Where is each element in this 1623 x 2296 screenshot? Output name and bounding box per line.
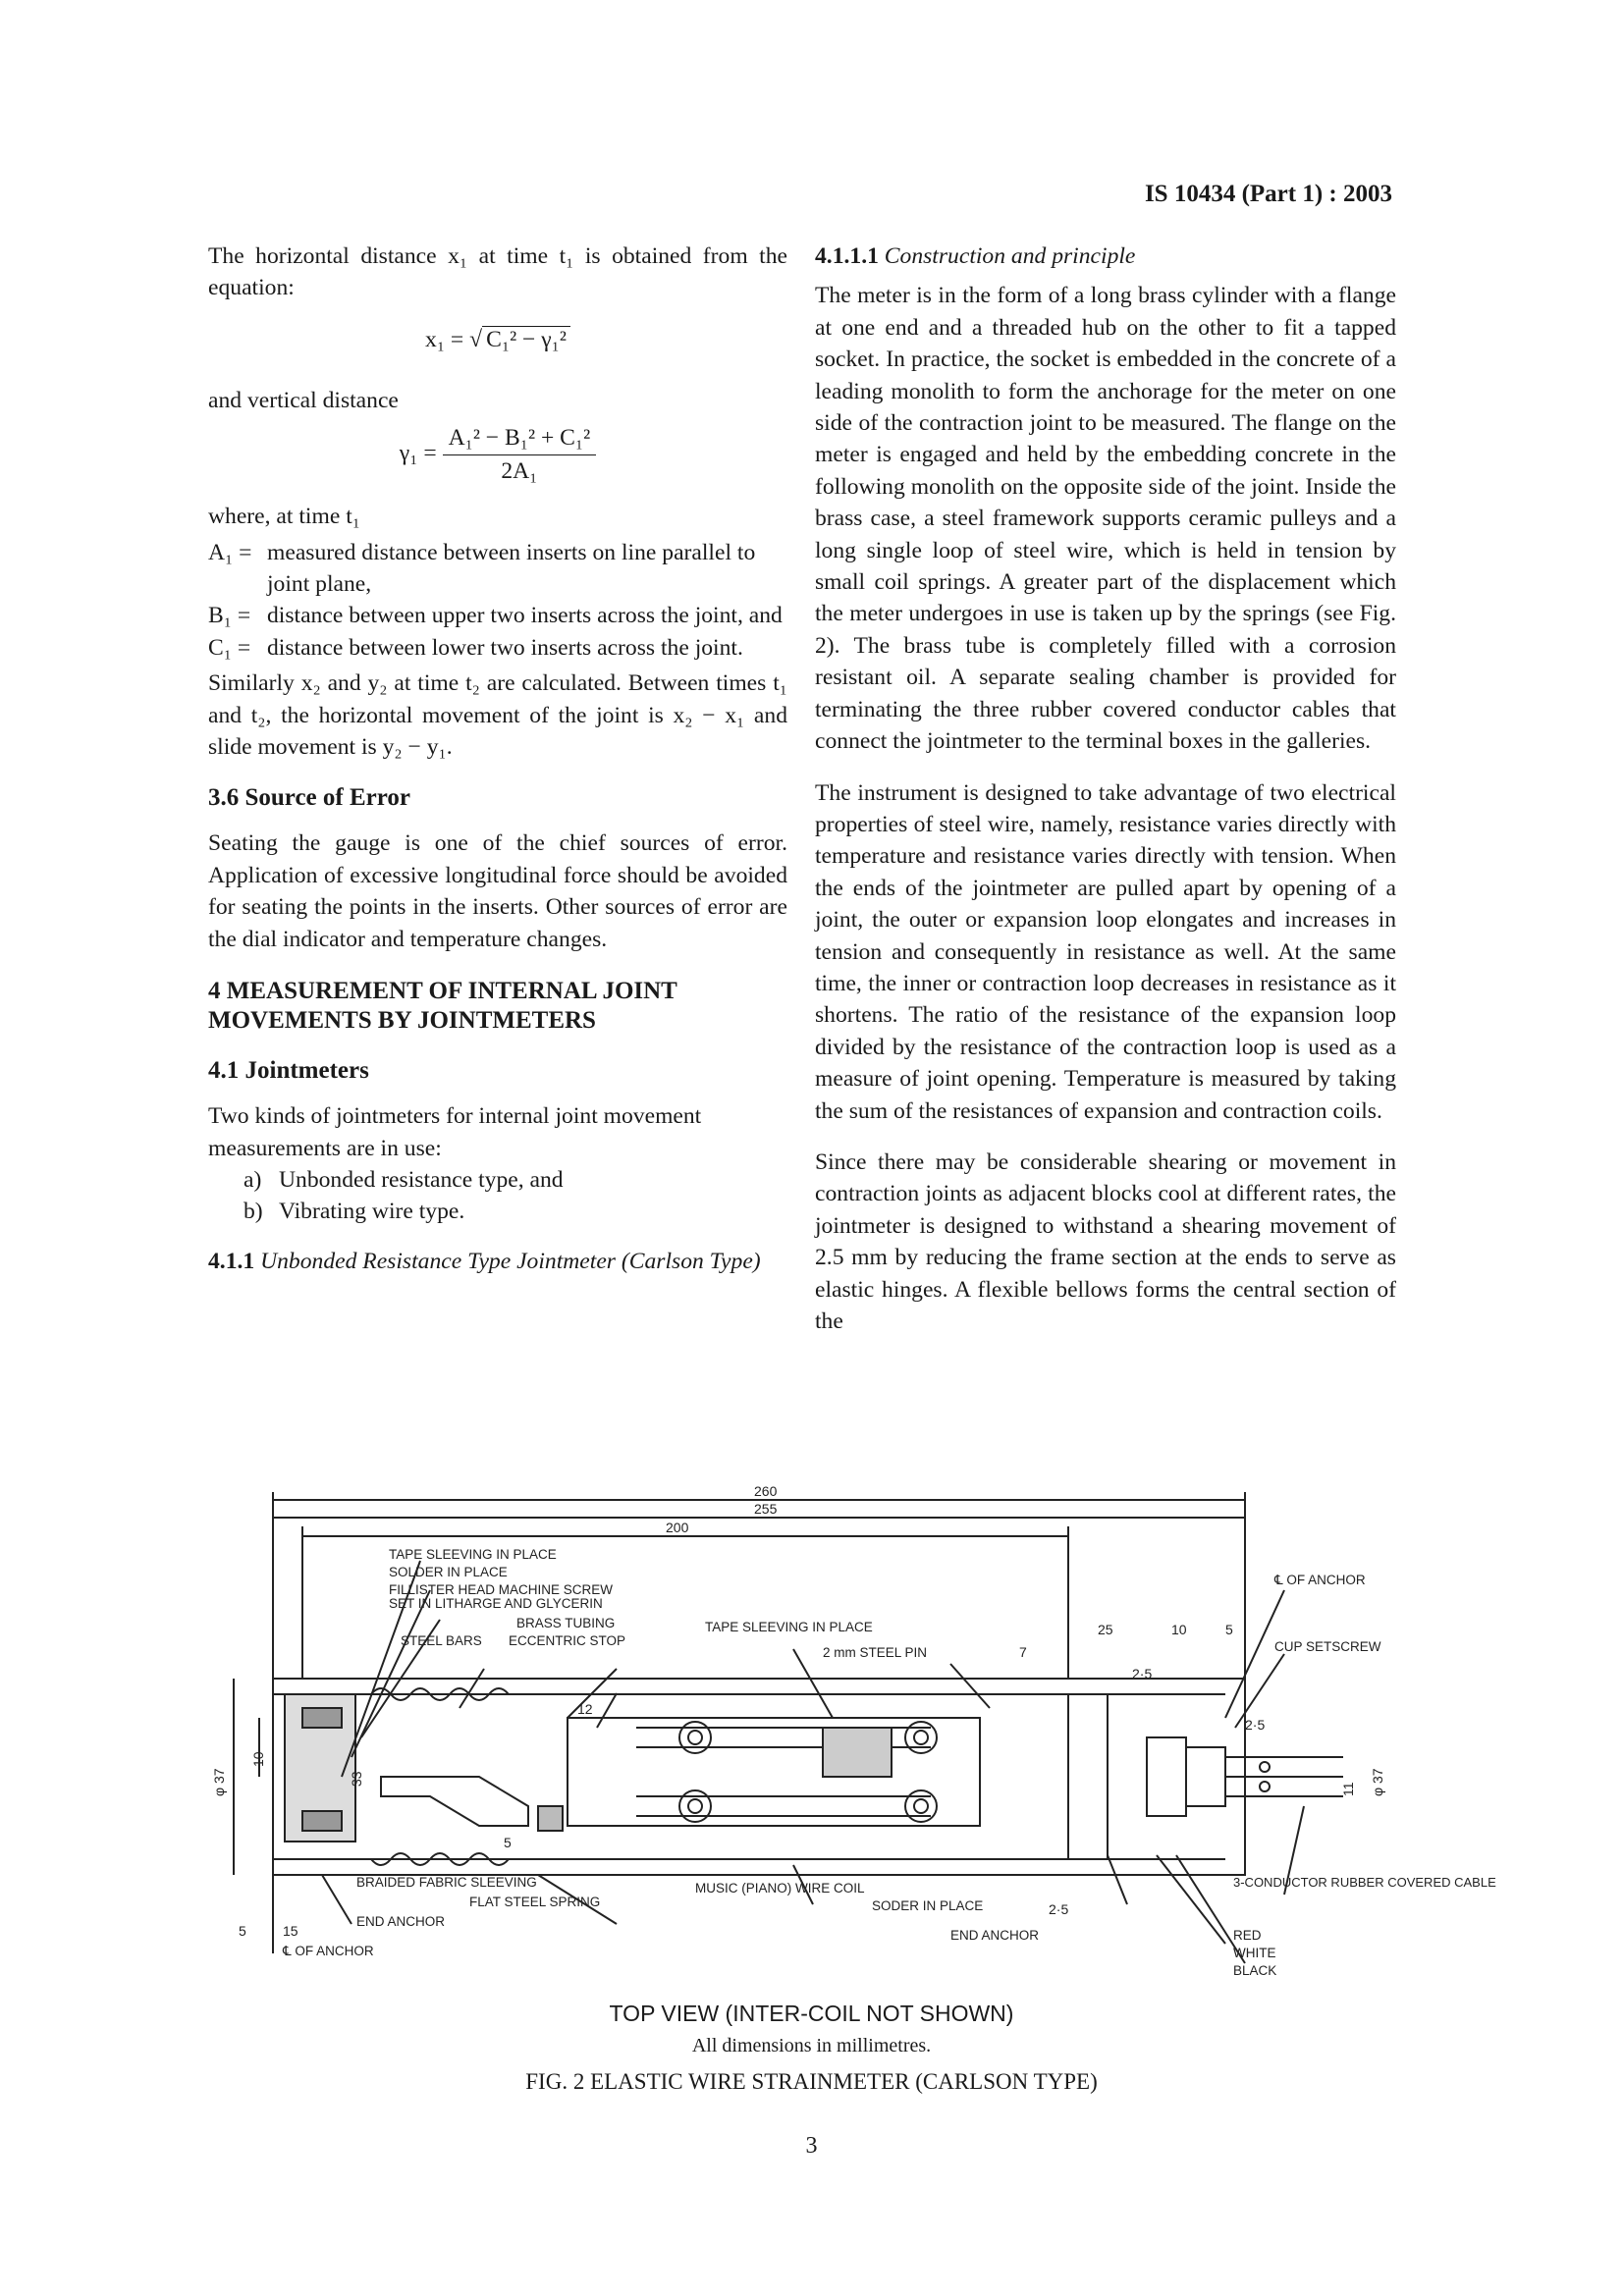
eq1-lhs: x₁ = [425, 326, 464, 352]
section-4-1-1-1-heading: 4.1.1.1 Construction and principle [815, 243, 1136, 269]
section-4-heading: 4 MEASUREMENT OF INTERNAL JOINT MOVEMENTS BY JOINTMETERS [208, 978, 677, 1035]
eq2-numerator: A₁² − B₁² + C₁² [443, 422, 597, 454]
section-3-6-heading: 3.6 Source of Error [208, 784, 410, 812]
dim-5-inner: 5 [504, 1835, 512, 1850]
dim-200: 200 [666, 1520, 689, 1535]
label-eccentric-stop: ECCENTRIC STOP [509, 1633, 626, 1648]
label-steel-bars: STEEL BARS [401, 1633, 482, 1648]
dim-15: 15 [283, 1923, 298, 1939]
equation-horizontal [208, 310, 787, 379]
dim-260: 260 [754, 1483, 778, 1499]
label-tape-sleeving-2: TAPE SLEEVING IN PLACE [705, 1620, 873, 1634]
dim-7: 7 [1019, 1644, 1027, 1660]
dim-255: 255 [754, 1501, 778, 1517]
dim-25: 25 [1098, 1622, 1113, 1637]
label-white: WHITE [1233, 1946, 1276, 1960]
right-column [815, 240, 1396, 1337]
similarly-text: Similarly x₂ and y₂ at time t₂ are calculated. Between times t₁ and t₂, the horizontal movement of the joint is x₂ − x₁ and slide movement is y₂ − y₁. [208, 670, 787, 761]
label-three-conductor: 3-CONDUCTOR RUBBER COVERED CABLE [1233, 1875, 1496, 1890]
definition-item: A₁ = measured distance between inserts on line parallel to joint plane, [208, 539, 756, 598]
shearing-paragraph: Since there may be considerable shearing or movement in contraction joints as adjacent blocks cool at different rates, the jointmeter is designed to withstand a shearing movement of 2.5 mm by reducing the frame section at the ends to serve as elastic hinges. A flexible bellows forms the central section of the [815, 1148, 1396, 1334]
equation-vertical [208, 422, 787, 495]
label-brass-tubing: BRASS TUBING [516, 1616, 616, 1630]
where-label: where, at time t₁ [208, 504, 360, 530]
label-end-anchor-right: END ANCHOR [950, 1928, 1040, 1943]
dim-12: 12 [577, 1701, 593, 1717]
dim-11: 11 [1340, 1782, 1356, 1796]
section-4-1-heading: 4.1 Jointmeters [208, 1057, 369, 1085]
dim-2-5-bottom: 2·5 [1049, 1901, 1069, 1917]
dim-5-left: 5 [239, 1923, 246, 1939]
left-column [208, 240, 787, 1277]
list-item: b) Vibrating wire type. [243, 1199, 465, 1225]
label-music-wire: MUSIC (PIANO) WIRE COIL [695, 1881, 865, 1896]
label-fillister: FILLISTER HEAD MACHINE SCREW [389, 1582, 614, 1597]
label-cup-setscrew: CUP SETSCREW [1274, 1639, 1381, 1654]
dim-2-5-top: 2·5 [1132, 1666, 1153, 1682]
section-4-1-text: Two kinds of jointmeters for internal joint movement measurements are in use: [208, 1103, 702, 1161]
jointmeter-types-list [243, 1164, 787, 1228]
list-item: a) Unbonded resistance type, and [243, 1166, 564, 1193]
eq2-fraction [443, 422, 597, 487]
label-black: BLACK [1233, 1963, 1277, 1978]
dim-phi-37-right: φ 37 [1370, 1768, 1385, 1796]
construction-paragraph: The meter is in the form of a long brass cylinder with a flange at one end and a threaded hub on the other to fit a tapped socket. In practice, the socket is embedded in the concrete of a leading monolith to form the anchorage for the meter on one side of the contraction joint to be measured. The flange on the meter is engaged and held by the embedding concrete in the following monolith on the opposite side of the joint. Inside the brass case, a steel framework supports ceramic pulleys and a long single loop of steel wire, which is held in tension by small coil springs. A greater part of the displacement which the meter undergoes in use is taken up by the springs (see Fig. 2). The brass tube is completely filled with a corrosion resistant oil. A separate sealing chamber is provided for terminating the three rubber covered conductor cables that connect the jointmeter to the terminal boxes in the galleries. [815, 283, 1396, 755]
vertical-distance-label: and vertical distance [208, 387, 399, 413]
page-number: 3 [805, 2133, 818, 2159]
figure-view-caption: TOP VIEW (INTER-COIL NOT SHOWN) [609, 2001, 1014, 2026]
dim-5: 5 [1225, 1622, 1233, 1637]
definitions-list [208, 537, 787, 665]
label-tape-sleeving: TAPE SLEEVING IN PLACE [389, 1547, 557, 1562]
definition-item: B₁ = distance between upper two inserts across the joint, and [208, 603, 783, 629]
definition-item: C₁ = distance between lower two inserts across the joint. [208, 634, 743, 661]
dim-10-left: 10 [250, 1751, 266, 1767]
label-cl-anchor-bottom: ℄ OF ANCHOR [283, 1944, 374, 1958]
label-end-anchor-left: END ANCHOR [356, 1914, 446, 1929]
eq1-radicand: C₁² − γ₁² [482, 326, 570, 352]
principle-paragraph: The instrument is designed to take advantage of two electrical properties of steel wire, namely, resistance varies directly with temperature and resistance varies directly with tension. When the ends of the jointmeter are pulled apart by opening of a joint, the outer or expansion loop elongates and increases in tension and consequently in resistance as well. At the same time, the inner or contraction loop decreases in resistance as it shortens. The ratio of the resistance of the expansion loop divided by the resistance of the contraction loop is used as a measure of joint opening. Temperature is measured by taking the sum of the resistances of expansion and contraction coils. [815, 779, 1396, 1124]
eq2-lhs: γ₁ = [399, 440, 437, 466]
figure-caption: FIG. 2 ELASTIC WIRE STRAINMETER (CARLSON TYPE) [525, 2069, 1098, 2094]
dim-33: 33 [349, 1771, 364, 1787]
eq2-denominator: 2A₁ [501, 457, 538, 484]
label-braided-sleeving: BRAIDED FABRIC SLEEVING [356, 1875, 537, 1890]
section-4-1-1-heading: 4.1.1 Unbonded Resistance Type Jointmeter (Carlson Type) [208, 1248, 761, 1274]
label-steel-pin: 2 mm STEEL PIN [823, 1645, 928, 1660]
section-3-6-text: Seating the gauge is one of the chief sources of error. Application of excessive longitudinal force should be avoided for seating the points in the inserts. Other sources of error are the dial indicator and temperature changes. [208, 830, 787, 952]
label-soder: SODER IN PLACE [872, 1898, 984, 1913]
strainmeter-diagram [211, 1482, 1496, 1993]
label-red: RED [1233, 1928, 1262, 1943]
document-header: IS 10434 (Part 1) : 2003 [1144, 181, 1392, 207]
label-cl-anchor-top: ℄ OF ANCHOR [1274, 1573, 1366, 1587]
dim-2-5-right: 2·5 [1245, 1717, 1266, 1733]
dim-phi-37-left: φ 37 [211, 1768, 227, 1796]
intro-text: The horizontal distance x₁ at time t₁ is obtained from the equation: [208, 243, 787, 301]
sqrt-icon: √ [469, 326, 483, 352]
label-solder: SOLDER IN PLACE [389, 1565, 508, 1579]
dim-10: 10 [1171, 1622, 1187, 1637]
label-litharge: SET IN LITHARGE AND GLYCERIN [389, 1596, 603, 1611]
figure-dimensions-note: All dimensions in millimetres. [691, 2035, 932, 2056]
label-flat-spring: FLAT STEEL SPRING [469, 1895, 601, 1909]
